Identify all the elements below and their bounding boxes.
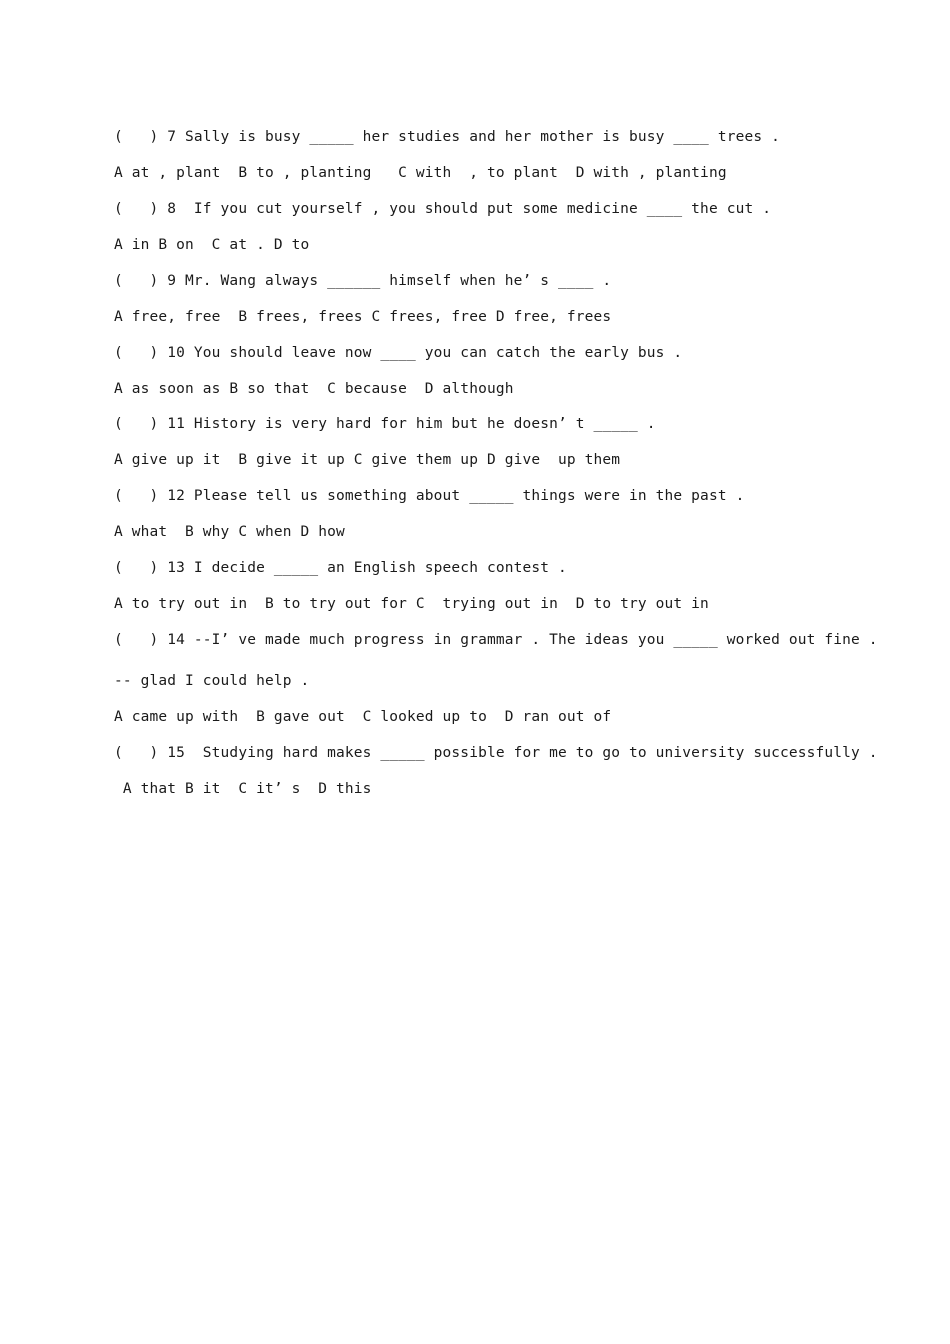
question-14-options: A came up with B gave out C looked up to D ran out of (114, 709, 612, 725)
question-9-stem: ( ) 9 Mr. Wang always ______ himself when he’ s ____ . (114, 273, 612, 289)
question-11-stem: ( ) 11 History is very hard for him but he doesn’ t _____ . (114, 416, 656, 432)
question-15-options: A that B it C it’ s D this (114, 781, 372, 797)
question-8-options: A in B on C at . D to (114, 237, 310, 253)
question-14-reply: -- glad I could help . (114, 673, 310, 689)
question-9-options: A free, free B frees, frees C frees, free D free, frees (114, 309, 612, 325)
question-10-options: A as soon as B so that C because D although (114, 381, 514, 397)
question-10-stem: ( ) 10 You should leave now ____ you can catch the early bus . (114, 345, 683, 361)
question-12-options: A what B why C when D how (114, 524, 345, 540)
question-11-options: A give up it B give it up C give them up D give up them (114, 452, 621, 468)
question-13-options: A to try out in B to try out for C trying out in D to try out in (114, 596, 709, 612)
question-12-stem: ( ) 12 Please tell us something about _____ things were in the past . (114, 488, 745, 504)
question-8-stem: ( ) 8 If you cut yourself , you should put some medicine ____ the cut . (114, 201, 772, 217)
question-13-stem: ( ) 13 I decide _____ an English speech contest . (114, 560, 567, 576)
question-15-stem: ( ) 15 Studying hard makes _____ possible for me to go to university successfully . (114, 745, 878, 761)
question-7-stem: ( ) 7 Sally is busy _____ her studies and her mother is busy ____ trees . (114, 129, 780, 145)
question-7-options: A at , plant B to , planting C with , to plant D with , planting (114, 165, 727, 181)
question-14-stem: ( ) 14 --I’ ve made much progress in grammar . The ideas you _____ worked out fine . (114, 632, 878, 648)
